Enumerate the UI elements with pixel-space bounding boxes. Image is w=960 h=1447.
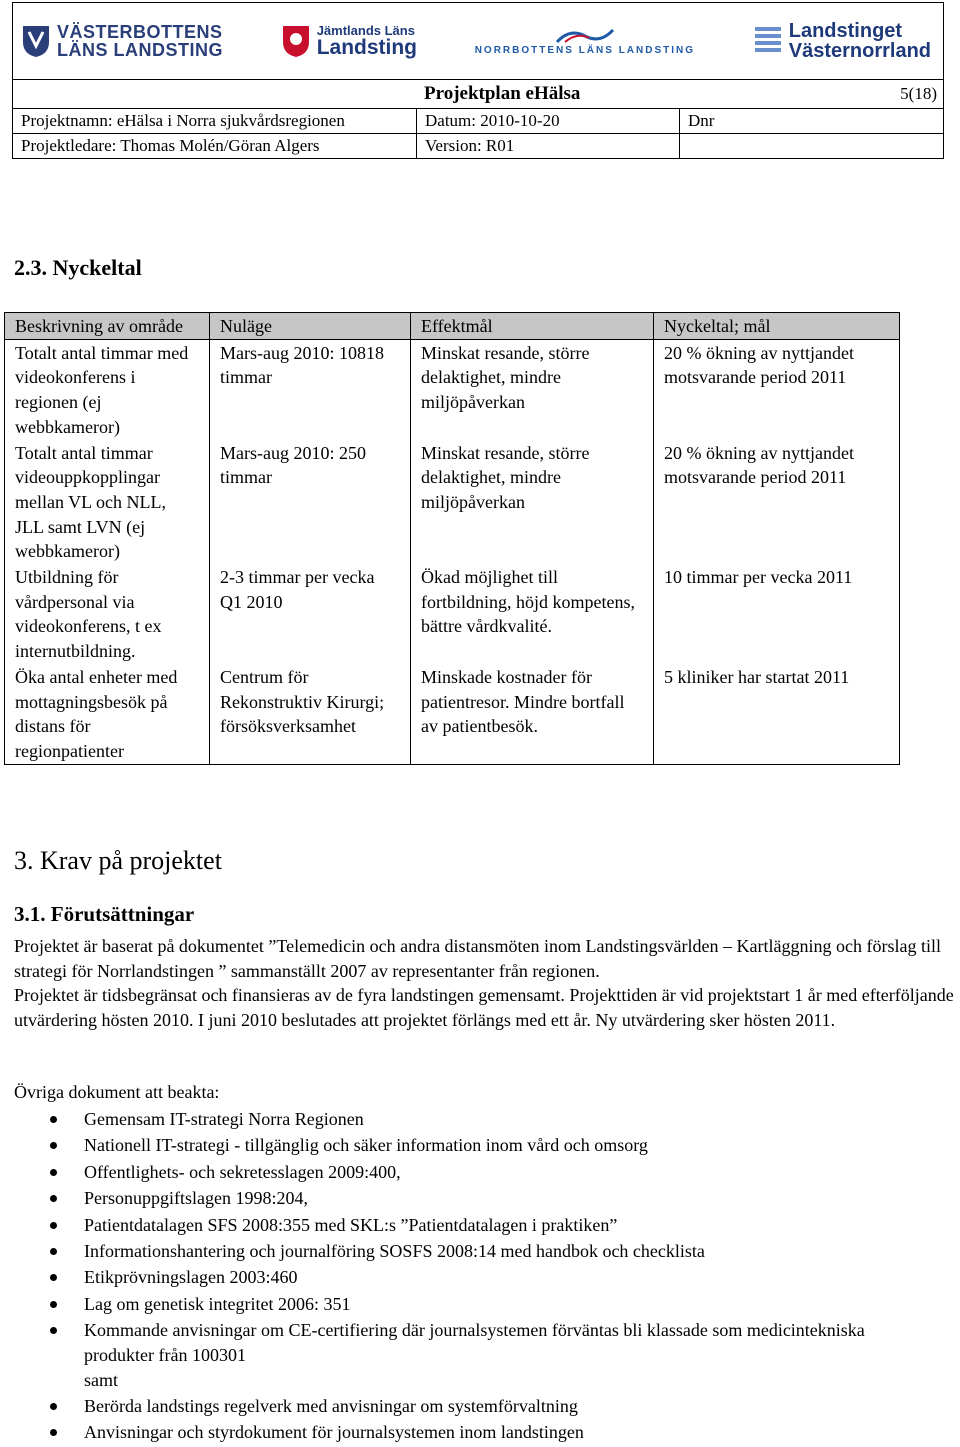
list-item-text: Offentlighets- och sekretesslagen 2009:400, [84,1161,401,1182]
list-item [50,1318,930,1392]
list-item [50,1420,930,1445]
list-item-continuation: samt [84,1369,118,1390]
table-cell: Mars-aug 2010: 10818 timmar [210,339,411,439]
bullet-icon [50,1248,57,1255]
paragraph: Projektet är tidsbegränsat och finansieras av de fyra landstingen gemensamt. Projekttiden är vid projektstart 1 år med efterföljande utvärdering hösten 2010. I juni 2010 beslutades att projektet förlängs med ett år. Ny utvärdering sker hösten 2011. [14,985,954,1030]
section-heading-krav: 3. Krav på projektet [14,846,222,875]
list-item [50,1213,930,1238]
logo-text-line-2: Västernorrland [788,40,931,62]
vasterbotten-crest-icon [21,24,51,58]
logo-text-line-1: Landstinget [788,20,903,42]
logo-text-line-1: Jämtlands Läns [316,23,415,38]
table-cell: Utbildning för vårdpersonal via videokonferens, t ex internutbildning. [5,564,210,664]
bullet-icon [50,1327,57,1334]
table-cell: 2-3 timmar per vecka Q1 2010 [210,564,411,664]
table-cell: Ökad möjlighet till fortbildning, höjd kompetens, bättre vårdkvalité. [411,564,654,664]
list-item [50,1265,930,1290]
list-item-text: Lag om genetisk integritet 2006: 351 [84,1293,351,1314]
vasterbottens-lans-landsting-logo [21,23,223,59]
list-item [50,1133,930,1158]
table-cell: 20 % ökning av nyttjandet motsvarande period 2011 [654,339,900,439]
document-version: Version: R01 [425,136,515,155]
list-item-text: Kommande anvisningar om CE-certifiering där journalsystemen förväntas bli klassade som medicintekniska produkter från 100301 [84,1320,865,1365]
bullet-icon [50,1274,57,1281]
table-cell: Totalt antal timmar med videokonferens i regionen (ej webbkameror) [5,339,210,439]
column-header: Effektmål [411,313,654,340]
list-item [50,1160,930,1185]
bullet-icon [50,1195,57,1202]
column-header: Nuläge [210,313,411,340]
list-item [50,1394,930,1419]
table-cell: 20 % ökning av nyttjandet motsvarande period 2011 [654,440,900,565]
landstinget-vasternorrland-logo [753,21,931,61]
column-header: Nyckeltal; mål [654,313,900,340]
list-item-text: Patientdatalagen SFS 2008:355 med SKL:s ”Patientdatalagen i praktiken” [84,1214,618,1235]
table-row [5,564,900,664]
list-item-text: Etikprövningslagen 2003:460 [84,1267,298,1288]
table-cell: Minskat resande, större delaktighet, mindre miljöpåverkan [411,440,654,565]
table-cell: Minskat resande, större delaktighet, mindre miljöpåverkan [411,339,654,439]
table-cell: 5 kliniker har startat 2011 [654,664,900,764]
logo-text-line-2: Landsting [316,36,418,59]
table-row [5,339,900,439]
list-item-text: Berörda landstings regelverk med anvisningar om systemförvaltning [84,1395,578,1416]
list-item-text: Personuppgiftslagen 1998:204, [84,1188,308,1209]
bullet-icon [50,1222,57,1229]
table-cell: Öka antal enheter med mottagningsbesök på distans för regionpatienter [5,664,210,764]
nyckeltal-table [4,312,900,765]
list-item [50,1292,930,1317]
list-item-text: Nationell IT-strategi - tillgänglig och säker information inom vård och omsorg [84,1135,648,1156]
section-heading-forutsattningar: 3.1. Förutsättningar [14,902,195,926]
list-item-text: Informationshantering och journalföring SOSFS 2008:14 med handbok och checklista [84,1240,705,1261]
other-documents-list [50,1107,930,1447]
logo-text: NORRBOTTENS LÄNS LANDSTING [474,45,696,56]
table-row [5,440,900,565]
table-cell: Mars-aug 2010: 250 timmar [210,440,411,565]
document-title: Projektplan eHälsa [424,83,581,104]
table-header-row [5,313,900,340]
page-number: 5(18) [900,84,937,103]
logo-bar [13,3,943,80]
project-name: Projektnamn: eHälsa i Norra sjukvårdsregionen [21,111,345,130]
document-header [12,2,944,159]
table-row [5,664,900,764]
bullet-icon [50,1142,57,1149]
norrbotten-wave-icon [555,26,615,44]
section-heading-nyckeltal: 2.3. Nyckeltal [14,255,142,280]
bullet-icon [50,1301,57,1308]
dnr-label: Dnr [688,111,715,130]
table-cell: Minskade kostnader för patientresor. Mindre bortfall av patientbesök. [411,664,654,764]
project-lead: Projektledare: Thomas Molén/Göran Algers [21,136,320,155]
list-item [50,1239,930,1264]
norrbottens-lans-landsting-logo [475,26,695,56]
bullet-icon [50,1429,57,1436]
list-item-text: Anvisningar och styrdokument för journalsystemen inom landstingen [84,1422,584,1443]
bullet-icon [50,1116,57,1123]
header-row-title [13,80,943,108]
table-cell: 10 timmar per vecka 2011 [654,564,900,664]
forutsattningar-text [14,934,960,1032]
bullet-icon [50,1403,57,1410]
vasternorrland-stripes-icon [753,24,783,58]
column-header: Beskrivning av område [5,313,210,340]
list-item-text: Gemensam IT-strategi Norra Regionen [84,1109,364,1129]
other-documents-label: Övriga dokument att beakta: [14,1082,220,1102]
bullet-icon [50,1169,57,1176]
document-date: Datum: 2010-10-20 [425,111,560,130]
paragraph: Projektet är baserat på dokumentet ”Telemedicin och andra distansmöten inom Landstingsvärlden – Kartläggning och förslag till strategi för Norrlandstingen ” sammanställt 2007 av representanter från regionen. [14,936,941,981]
jamtland-crest-icon [281,24,311,58]
list-item [50,1186,930,1211]
jamtlands-lans-landsting-logo [281,24,417,58]
logo-text-line-1: VÄSTERBOTTENS [57,22,223,42]
header-row-lead [13,133,943,158]
table-cell: Centrum för Rekonstruktiv Kirurgi; försöksverksamhet [210,664,411,764]
logo-text-line-2: LÄNS LANDSTING [57,40,223,60]
list-item [50,1107,930,1132]
header-row-project [13,108,943,133]
table-cell: Totalt antal timmar videouppkopplingar mellan VL och NLL, JLL samt LVN (ej webbkameror) [5,440,210,565]
